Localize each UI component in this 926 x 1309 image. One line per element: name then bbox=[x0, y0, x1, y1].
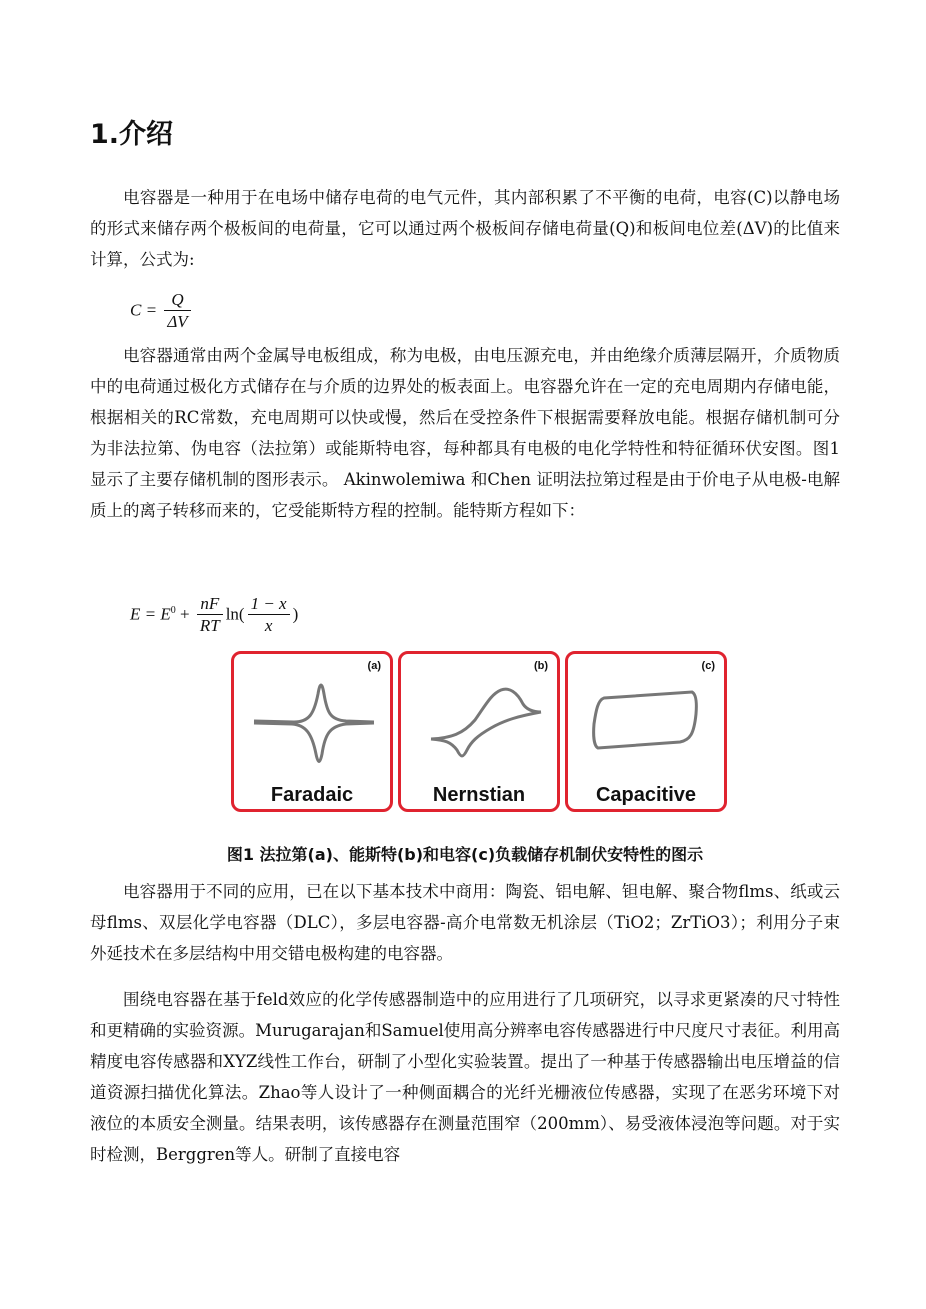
nernst-formula bbox=[130, 594, 298, 637]
nernst-superscript: 0 bbox=[170, 604, 176, 616]
nernst-fraction-1 bbox=[197, 594, 223, 637]
formula-numerator: Q bbox=[164, 290, 190, 311]
paragraph-research: 围绕电容器在基于feld效应的化学传感器制造中的应用进行了几项研究，以寻求更紧凑的尺寸特性和更精确的实验资源。Murugarajan和Samuel使用高分辨率电容传感器进行中尺度尺寸表征。利用高精度电容传感器和XYZ线性工作台，研制了小型化实验装置。提出了一种基于传感器输出电压增益的信道资源扫描优化算法。Zhao等人设计了一种侧面耦合的光纤光栅液位传感器，实现了在恶劣环境下对液位的本质安全测量。结果表明，该传感器存在测量范围窄（200mm）、易受液体浸泡等问题。对于实时检测，Berggren等人。研制了直接电容 bbox=[90, 990, 840, 1164]
formula-denominator: ΔV bbox=[167, 312, 188, 331]
section-heading: 1.介绍 bbox=[90, 119, 174, 150]
formula-fraction bbox=[164, 290, 190, 333]
figure-caption: 图1 法拉第(a)、能斯特(b)和电容(c)负载储存机制伏安特性的图示 bbox=[226, 845, 704, 864]
nernst-denominator-2: x bbox=[264, 616, 273, 635]
panel-label-faradaic: Faradaic bbox=[270, 784, 354, 806]
paragraph-applications: 电容器用于不同的应用，已在以下基本技术中商用：陶瓷、铝电解、钽电解、聚合物flms、纸或云母flms、双层化学电容器（DLC），多层电容器-高介电常数无机涂层（TiO2；ZrTiO3）；利用分子束外延技术在多层结构中用交错电极构建的电容器。 bbox=[90, 882, 840, 963]
figure-panel-capacitive bbox=[565, 651, 727, 812]
capacitance-formula bbox=[130, 290, 194, 333]
nernst-lhs: E = E bbox=[130, 604, 171, 624]
panel-tag-c: (c) bbox=[701, 660, 715, 672]
nernst-plus: + bbox=[180, 604, 190, 624]
nernst-close: ) bbox=[292, 604, 299, 624]
panel-label-capacitive: Capacitive bbox=[595, 784, 697, 806]
panel-tag-a: (a) bbox=[367, 660, 381, 672]
panel-label-nernstian: Nernstian bbox=[432, 784, 526, 806]
panel-tag-b: (b) bbox=[533, 660, 548, 672]
figure-panel-faradaic bbox=[231, 651, 393, 812]
nernst-ln: ln( bbox=[225, 604, 245, 624]
figure-panel-nernstian bbox=[398, 651, 560, 812]
formula-lhs: C = bbox=[130, 300, 158, 320]
paragraph-electrodes: 电容器通常由两个金属导电板组成，称为电极，由电压源充电，并由绝缘介质薄层隔开，介质物质中的电荷通过极化方式储存在与介质的边界处的板表面上。电容器允许在一定的充电周期内存储电能，根据相关的RC常数，充电周期可以快或慢，然后在受控条件下根据需要释放电能。根据存储机制可分为非法拉第、伪电容（法拉第）或能斯特电容，每种都具有电极的电化学特性和特征循环伏安图。图1显示了主要存储机制的图形表示。 Akinwolemiwa 和Chen 证明法拉第过程是由于价电子从电极-电解质上的离子转移而来的，它受能斯特方程的控制。能特斯方程如下： bbox=[90, 346, 840, 520]
nernst-numerator-1: nF bbox=[197, 594, 223, 615]
nernst-denominator-1: RT bbox=[199, 616, 220, 635]
nernst-numerator-2: 1 − x bbox=[248, 594, 290, 615]
paragraph-intro: 电容器是一种用于在电场中储存电荷的电气元件，其内部积累了不平衡的电荷，电容(C)以静电场的形式来储存两个极板间的电荷量，它可以通过两个极板间存储电荷量(Q)和板间电位差(ΔV)的比值来计算，公式为: bbox=[90, 188, 840, 269]
nernst-fraction-2 bbox=[248, 594, 290, 637]
